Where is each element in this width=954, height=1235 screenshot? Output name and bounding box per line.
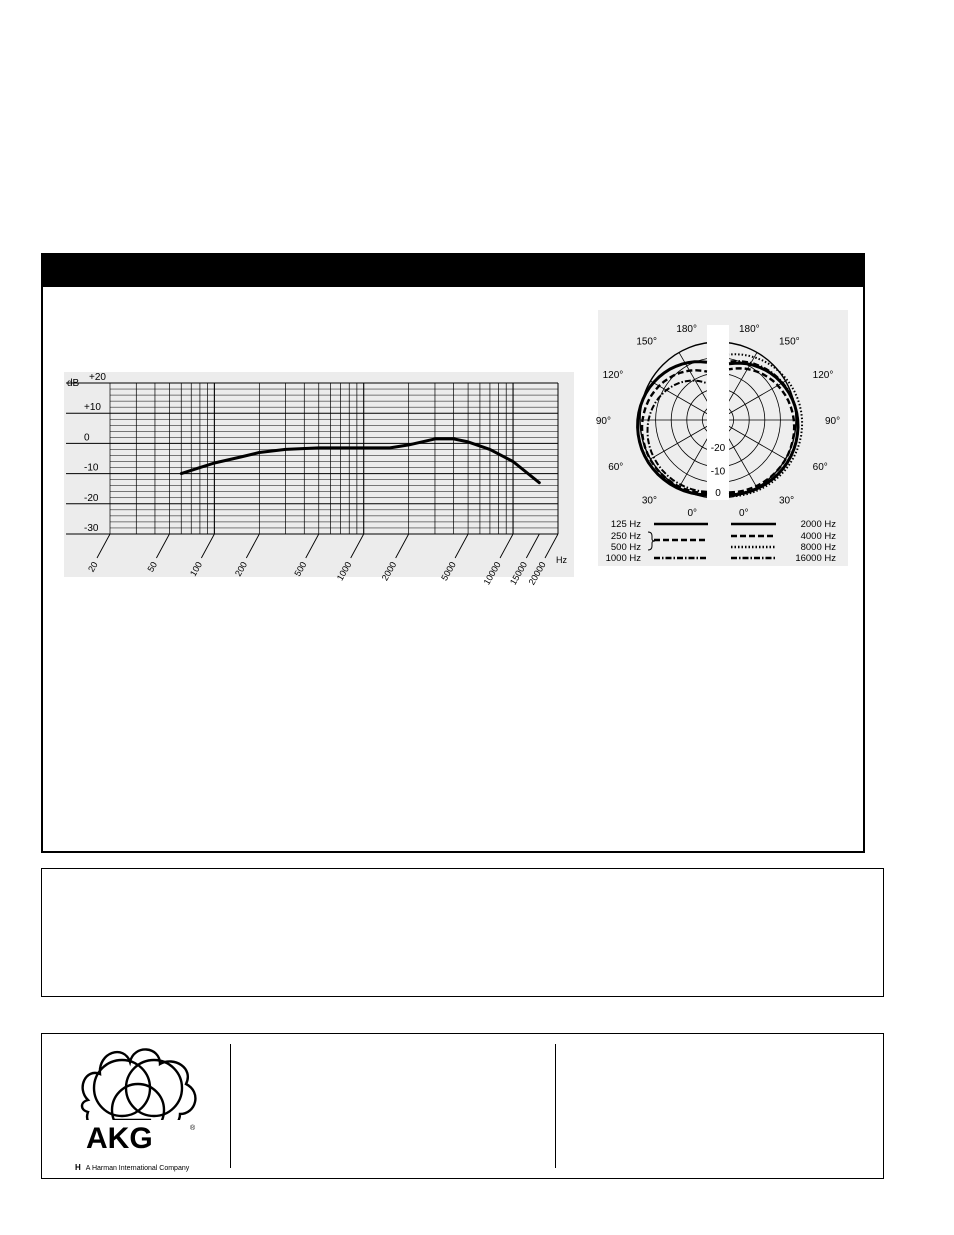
polar-radial-label: 0: [715, 488, 721, 499]
x-tick-label: 200: [232, 560, 250, 579]
logo-wordmark: AKG: [86, 1122, 153, 1155]
legend-label-right: 16000 Hz: [795, 553, 836, 564]
logo-circle-left: [94, 1060, 150, 1116]
legend-label-right: 4000 Hz: [800, 531, 836, 542]
polar-angle-label-left: 120°: [602, 370, 624, 381]
notes-box: [41, 868, 884, 997]
polar-angle-label-right: 150°: [779, 336, 800, 348]
x-tick-label: 20: [86, 560, 100, 574]
x-tick-label: 500: [292, 560, 309, 579]
footer-divider-2: [555, 1044, 556, 1168]
logo-registered-mark: ®: [190, 1125, 196, 1132]
legend-label-right: 2000 Hz: [800, 519, 836, 530]
polar-angle-label-right: 120°: [812, 370, 834, 381]
polar-angle-label-left: 90°: [595, 416, 611, 427]
x-tick-label: 20000: [526, 560, 548, 587]
footer-divider-1: [230, 1044, 231, 1168]
tagline-text: A Harman International Company: [85, 1165, 190, 1172]
polar-angle-label-left: 0°: [687, 508, 697, 519]
polar-radial-label: -20: [710, 443, 726, 455]
y-tick-label: +10: [84, 402, 101, 414]
panel-header-bar: [43, 255, 863, 287]
polar-angle-label-left: 180°: [676, 324, 697, 335]
y-tick-label: -20: [84, 492, 99, 504]
x-tick-label: 1000: [334, 560, 354, 583]
akg-logo: [76, 1038, 206, 1163]
x-tick-label: 5000: [439, 560, 458, 583]
logo-circle-right: [126, 1060, 182, 1116]
legend-label-left: 1000 Hz: [605, 553, 641, 564]
polar-angle-label-left: 150°: [636, 336, 657, 348]
legend-label-left: 500 Hz: [610, 542, 641, 553]
x-tick-label: 100: [187, 560, 205, 579]
footer-panel: [41, 1033, 884, 1179]
polar-angle-label-right: 180°: [739, 324, 760, 335]
x-tick-label: 15000: [507, 560, 530, 587]
y-tick-label: -30: [84, 523, 99, 534]
y-unit-label: dB: [67, 378, 80, 389]
logo-outline: [82, 1049, 195, 1128]
x-tick-label: 50: [145, 560, 160, 574]
x-unit-label: Hz: [556, 555, 567, 565]
legend-label-left: 125 Hz: [610, 519, 641, 530]
logo-tagline: [75, 1163, 189, 1172]
polar-angle-label-right: 90°: [825, 416, 841, 427]
polar-angle-label-right: 60°: [812, 462, 828, 473]
legend-label-left: 250 Hz: [610, 531, 641, 542]
y-tick-label: -10: [84, 462, 99, 474]
polar-angle-label-right: 0°: [739, 508, 749, 519]
x-tick-label: 10000: [481, 560, 503, 587]
harman-mark-icon: H: [75, 1163, 81, 1172]
y-tick-label: +20: [89, 372, 106, 383]
polar-angle-label-left: 60°: [608, 462, 624, 473]
polar-angle-label-right: 30°: [779, 495, 795, 507]
polar-pattern-chart: [595, 310, 848, 566]
polar-angle-label-left: 30°: [641, 495, 657, 507]
frequency-response-chart: [64, 372, 574, 587]
polar-radial-label: -10: [710, 466, 726, 478]
x-tick-label: 2000: [379, 560, 399, 583]
legend-label-right: 8000 Hz: [800, 542, 836, 553]
y-tick-label: 0: [84, 432, 90, 444]
